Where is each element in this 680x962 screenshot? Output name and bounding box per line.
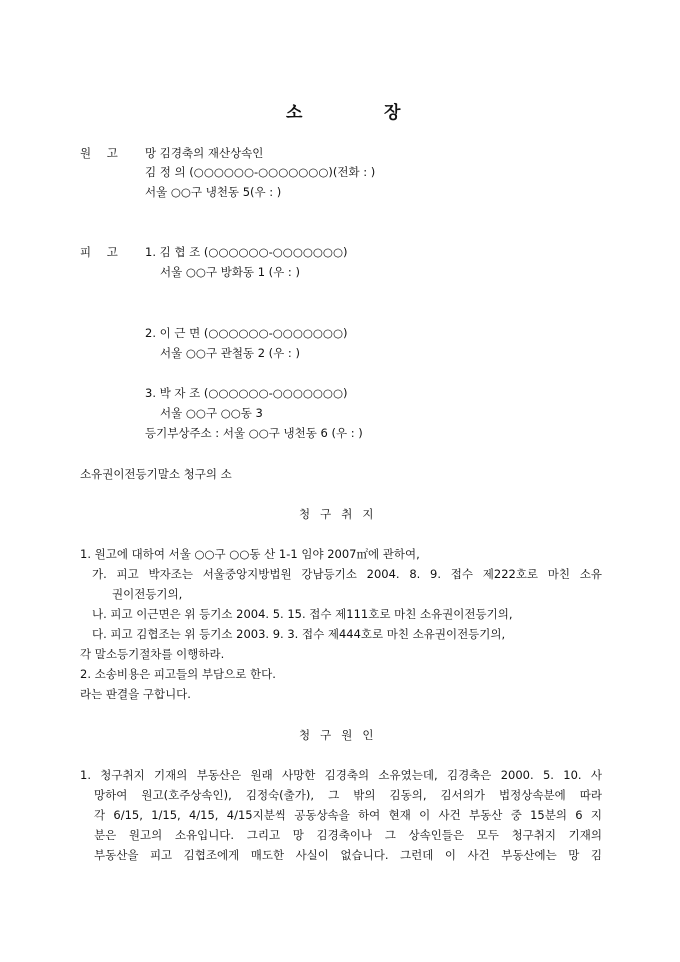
claim-cause-line-4: 분은 원고의 소유입니다. 그리고 망 김경축이나 그 상속인들은 모두 청구취지 기재의 <box>94 828 602 842</box>
claim-cause-line-2: 망하여 원고(호주상속인), 김정숙(출가), 그 밖의 김동의, 김서의가 법정상속분에 따라 <box>94 788 602 802</box>
defendant-3-name: 3. 박 자 조 (○○○○○○-○○○○○○○) <box>145 386 348 400</box>
defendant-3-registered-address: 등기부상주소 : 서울 ○○구 냉천동 6 (우 : ) <box>145 426 363 440</box>
case-title: 소유권이전등기말소 청구의 소 <box>80 467 232 481</box>
plaintiff-label: 원 고 <box>80 146 124 160</box>
defendant-1-address: 서울 ○○구 방화동 1 (우 : ) <box>160 265 300 279</box>
plaintiff-heir-line: 망 김경축의 재산상속인 <box>145 146 264 160</box>
defendant-3-address: 서울 ○○구 ○○동 3 <box>160 406 263 420</box>
claim-purpose-item-1-end: 각 말소등기절차를 이행하라. <box>80 647 225 661</box>
claim-purpose-item-ga: 가. 피고 박자조는 서울중앙지방법원 강남등기소 2004. 8. 9. 접수 제222호로 마친 소유 <box>92 567 602 581</box>
claim-cause-heading: 청구원인 <box>299 728 384 742</box>
defendant-2-address: 서울 ○○구 관철동 2 (우 : ) <box>160 346 300 360</box>
claim-cause-line-5: 부동산을 피고 김협조에게 매도한 사실이 없습니다. 그런데 이 사건 부동산에는 망 김 <box>94 848 602 862</box>
claim-purpose-item-da: 다. 피고 김협조는 위 등기소 2003. 9. 3. 접수 제444호로 마친 소유권이전등기의, <box>92 627 506 641</box>
plaintiff-name-line: 김 정 의 (○○○○○○-○○○○○○○)(전화 : ) <box>145 165 376 179</box>
claim-purpose-heading: 청구취지 <box>299 507 384 521</box>
defendant-2-name: 2. 이 근 면 (○○○○○○-○○○○○○○) <box>145 326 348 340</box>
claim-cause-line-3: 각 6/15, 1/15, 4/15, 4/15지분씩 공동상속을 하여 현재 이 사건 부동산 중 15분의 6 지 <box>94 808 602 822</box>
plaintiff-address: 서울 ○○구 냉천동 5(우 : ) <box>145 185 282 199</box>
claim-purpose-item-na: 나. 피고 이근면은 위 등기소 2004. 5. 15. 접수 제111호로 마친 소유권이전등기의, <box>92 607 513 621</box>
claim-purpose-closing: 라는 판결을 구합니다. <box>80 687 191 701</box>
claim-purpose-item-2: 2. 소송비용은 피고들의 부담으로 한다. <box>80 667 276 681</box>
claim-cause-line-1: 1. 청구취지 기재의 부동산은 원래 사망한 김경축의 소유였는데, 김경축은 2000. 5. 10. 사 <box>80 768 602 782</box>
title-left-char: 소 <box>286 103 303 123</box>
claim-purpose-item-1: 1. 원고에 대하여 서울 ○○구 ○○동 산 1-1 임야 2007㎡에 관하여, <box>80 547 420 561</box>
defendant-1-name: 1. 김 협 조 (○○○○○○-○○○○○○○) <box>145 245 348 259</box>
title-right-char: 장 <box>384 103 401 123</box>
defendant-label: 피 고 <box>80 245 124 259</box>
claim-purpose-item-ga-cont: 권이전등기의, <box>112 587 183 601</box>
